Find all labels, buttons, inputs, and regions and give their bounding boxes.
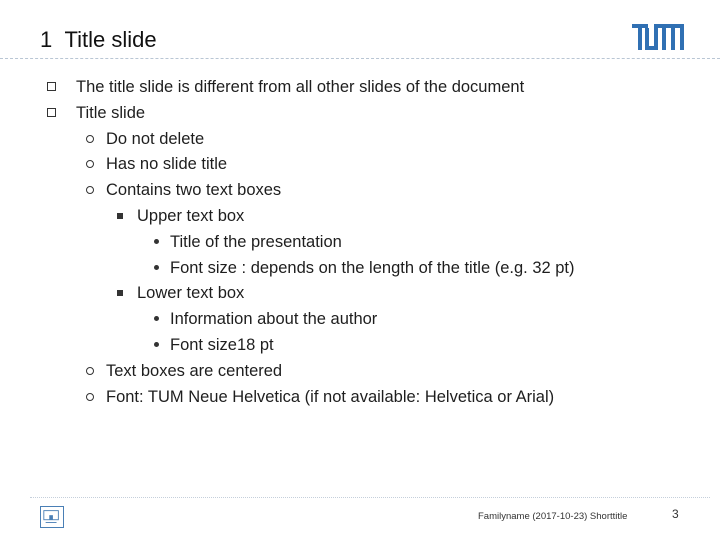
hollow-circle-bullet-icon [86,393,94,401]
bullet-item [0,384,720,410]
title-text: Title slide [64,27,157,52]
page-number: 3 [672,507,679,521]
bullet-item [0,229,720,255]
slide-title [40,27,157,53]
dot-bullet-icon [154,265,159,270]
bullet-item [0,100,720,126]
footer-divider [30,497,710,498]
bullet-item [0,151,720,177]
bullet-text: Font size : depends on the length of the title (e.g. 32 pt) [170,259,575,277]
bullet-text: Information about the author [170,310,378,328]
bullet-text: Font: TUM Neue Helvetica (if not available: Helvetica or Arial) [106,388,555,406]
bullet-text: Lower text box [137,284,245,302]
presentation-icon [40,506,64,528]
bullet-item [0,203,720,229]
hollow-circle-bullet-icon [86,186,94,194]
filled-square-bullet-icon [117,290,123,296]
bullet-text: The title slide is different from all other slides of the document [76,78,525,96]
hollow-square-bullet-icon [47,108,56,117]
footer-text: Familyname (2017-10-23) Shorttitle [478,511,628,522]
bullet-item [0,332,720,358]
bullet-text: Font size18 pt [170,336,274,354]
bullet-text: Title slide [76,104,146,122]
section-number: 1 [40,27,53,52]
hollow-circle-bullet-icon [86,367,94,375]
bullet-item [0,280,720,306]
bullet-item [0,255,720,281]
bullet-item [0,74,720,100]
bullet-text: Title of the presentation [170,233,342,251]
bullet-item [0,306,720,332]
bullet-text: Upper text box [137,207,245,225]
dot-bullet-icon [154,239,159,244]
bullet-item [0,358,720,384]
hollow-square-bullet-icon [47,82,56,91]
filled-square-bullet-icon [117,213,123,219]
bullet-text: Do not delete [106,130,205,148]
hollow-circle-bullet-icon [86,135,94,143]
bullet-item [0,126,720,152]
tum-logo-icon [632,24,684,50]
dot-bullet-icon [154,316,159,321]
bullet-text: Contains two text boxes [106,181,282,199]
hollow-circle-bullet-icon [86,160,94,168]
bullet-text: Text boxes are centered [106,362,283,380]
bullet-text: Has no slide title [106,155,228,173]
dot-bullet-icon [154,342,159,347]
bullet-item [0,177,720,203]
title-divider [0,58,720,59]
